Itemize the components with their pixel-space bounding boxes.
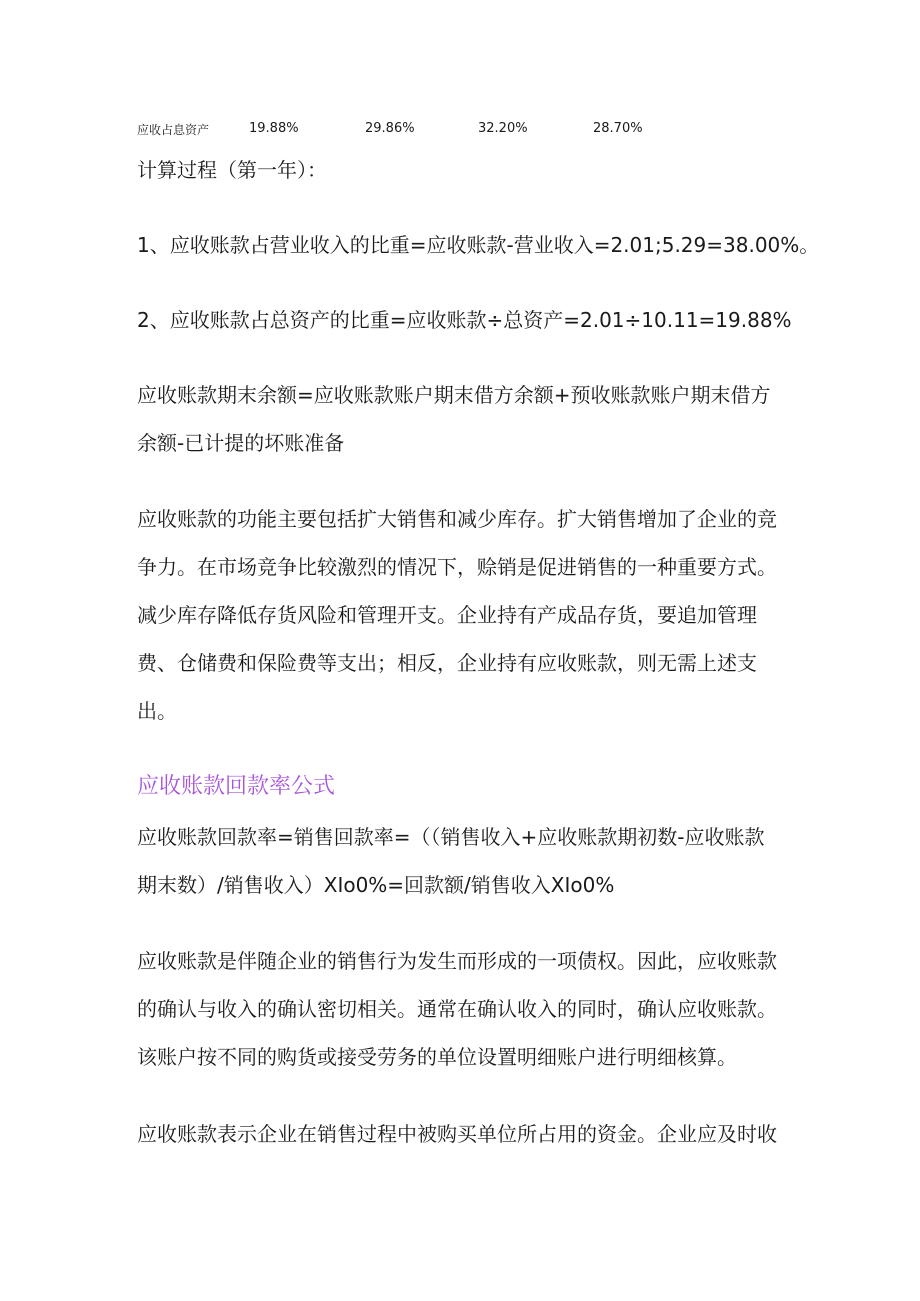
summary-row-label: 应收占息资产 bbox=[137, 123, 210, 137]
return-rate-formula-line: 期末数）/销售收入）XIo0%=回款额/销售收入XIo0% bbox=[137, 873, 615, 897]
recognition-paragraph-line: 应收账款是伴随企业的销售行为发生而形成的一项债权。因此，应收账款 bbox=[137, 949, 777, 973]
balance-formula-line: 应收账款期末余额=应收账款账户期末借方余额+预收账款账户期末借方 bbox=[137, 383, 771, 407]
calc-step-1: 1、应收账款占营业收入的比重=应收账款-营业收入=2.01;5.29=38.00%。 bbox=[137, 233, 820, 257]
summary-row bbox=[137, 121, 757, 141]
function-paragraph-line: 减少库存降低存货风险和管理开支。企业持有产成品存货，要追加管理 bbox=[137, 603, 757, 627]
function-paragraph-line: 费、仓储费和保险费等支出；相反，企业持有应收账款，则无需上述支 bbox=[137, 651, 757, 675]
summary-value-year2: 29.86% bbox=[365, 121, 415, 136]
recognition-paragraph-line: 该账户按不同的购货或接受劳务的单位设置明细账户进行明细核算。 bbox=[137, 1045, 737, 1069]
function-paragraph-line: 应收账款的功能主要包括扩大销售和减少库存。扩大销售增加了企业的竞 bbox=[137, 507, 777, 531]
summary-value-year1: 19.88% bbox=[249, 121, 299, 136]
balance-formula-line: 余额-已计提的坏账准备 bbox=[137, 431, 345, 455]
function-paragraph-line: 争力。在市场竞争比较激烈的情况下，赊销是促进销售的一种重要方式。 bbox=[137, 555, 777, 579]
function-paragraph-line: 出。 bbox=[137, 699, 177, 723]
return-rate-formula-line: 应收账款回款率=销售回款率=（（销售收入+应收账款期初数-应收账款 bbox=[137, 825, 765, 849]
recognition-paragraph-line: 的确认与收入的确认密切相关。通常在确认收入的同时，确认应收账款。 bbox=[137, 997, 777, 1021]
summary-value-year4: 28.70% bbox=[593, 121, 643, 136]
calc-title: 计算过程（第一年）： bbox=[137, 158, 327, 182]
summary-value-year3: 32.20% bbox=[478, 121, 528, 136]
section-heading: 应收账款回款率公式 bbox=[137, 774, 336, 799]
calc-step-2: 2、应收账款占总资产的比重=应收账款÷总资产=2.01÷10.11=19.88% bbox=[137, 308, 792, 332]
closing-paragraph-line: 应收账款表示企业在销售过程中被购买单位所占用的资金。企业应及时收 bbox=[137, 1122, 777, 1146]
